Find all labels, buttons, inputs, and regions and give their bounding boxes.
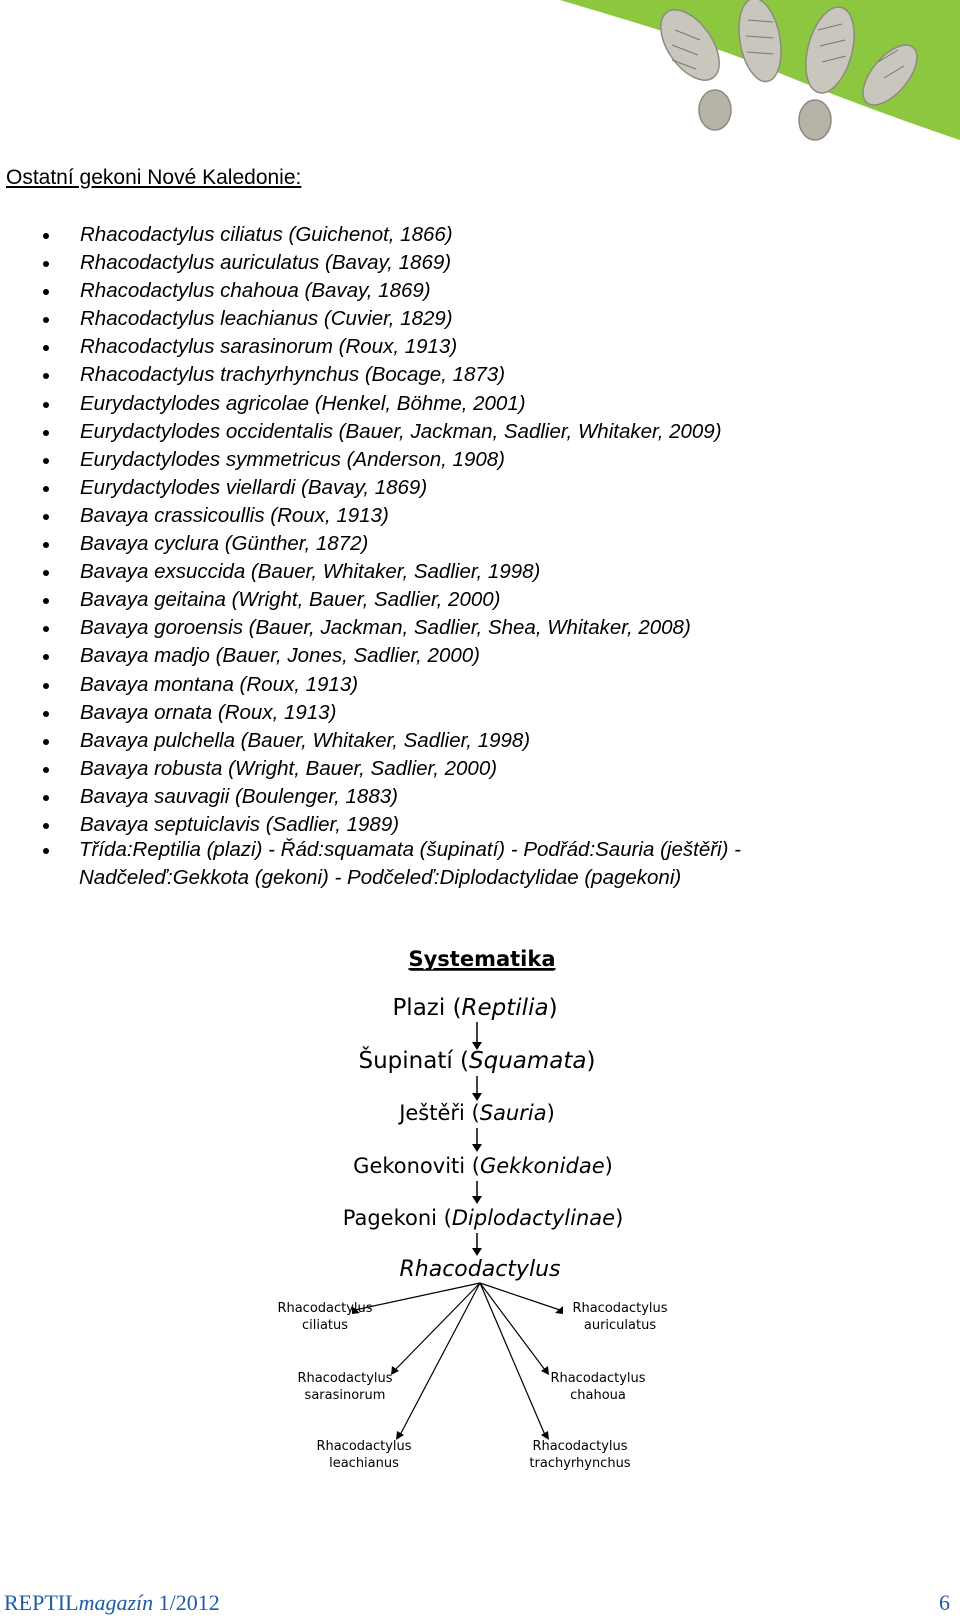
- bullet-icon: [43, 345, 49, 351]
- list-item: [40, 249, 940, 277]
- bullet-icon: [43, 402, 49, 408]
- leaf-leachianus-line1: Rhacodactylus: [316, 1439, 412, 1454]
- leaf-labels: [277, 1301, 667, 1471]
- species-name: Bavaya septuiclavis (Sadlier, 1989): [80, 812, 400, 836]
- species-name: Bavaya montana (Roux, 1913): [80, 672, 359, 696]
- species-name: Eurydactylodes agricolae (Henkel, Böhme, 2001): [80, 391, 526, 415]
- bullet-icon: [43, 626, 49, 632]
- level-czech-name: Plazi (: [392, 995, 462, 1021]
- list-item: [40, 699, 940, 727]
- level-gekonoviti: [353, 1154, 613, 1178]
- list-item: [40, 305, 940, 333]
- species-name: Bavaya ornata (Roux, 1913): [80, 700, 337, 724]
- list-item: [40, 614, 940, 642]
- taxonomy-classification: [79, 836, 959, 892]
- level-close-paren: ): [586, 1048, 596, 1074]
- bullet-icon: [43, 430, 49, 436]
- species-name: Bavaya madjo (Bauer, Jones, Sadlier, 2000): [80, 644, 480, 668]
- bullet-icon: [43, 683, 49, 689]
- level-czech-name: Šupinatí (: [358, 1048, 470, 1074]
- arrow-head: [472, 1144, 482, 1152]
- list-item: [40, 361, 940, 389]
- leaf-trachyrhynchus-line1: Rhacodactylus: [532, 1439, 628, 1454]
- species-name: Eurydactylodes viellardi (Bavay, 1869): [80, 475, 428, 499]
- species-name: Bavaya crassicoullis (Roux, 1913): [80, 503, 389, 527]
- level-jesteri: [397, 1101, 555, 1125]
- level-czech-name: Pagekoni (: [342, 1206, 452, 1230]
- bullet-icon: [43, 542, 49, 548]
- leaf-ciliatus-line1: Rhacodactylus: [277, 1301, 373, 1316]
- bullet-icon: [43, 570, 49, 576]
- bullet-icon: [43, 317, 49, 323]
- taxonomy-line: Třída:Reptilia (plazi) - Řád:squamata (šupinatí) - Podřád:Sauria (ještěři) -: [79, 838, 741, 861]
- bullet-icon: [43, 233, 49, 239]
- species-name: Bavaya exsuccida (Bauer, Whitaker, Sadlier, 1998): [80, 560, 541, 584]
- list-item: [40, 586, 940, 614]
- list-item: [40, 390, 940, 418]
- species-name: Bavaya geitaina (Wright, Bauer, Sadlier, 2000): [80, 588, 501, 612]
- list-item: [40, 642, 940, 670]
- leaf-ciliatus-line2: ciliatus: [301, 1318, 349, 1333]
- bullet-icon: [43, 711, 49, 717]
- level-pagekoni: [343, 1206, 624, 1230]
- leaf-leachianus-line2: leachianus: [329, 1456, 399, 1471]
- leaf-trachyrhynchus-line2: trachyrhynchus: [529, 1456, 631, 1471]
- magazine-name: REPTIL: [4, 1590, 79, 1615]
- bullet-icon: [43, 486, 49, 492]
- species-name: Bavaya sauvagii (Boulenger, 1883): [80, 784, 398, 808]
- bullet-icon: [43, 514, 49, 520]
- list-item: [40, 277, 940, 305]
- level-latin-name: Squamata: [469, 1048, 587, 1074]
- footer-magazine-issue: [4, 1590, 220, 1616]
- page-number: 6: [939, 1590, 950, 1615]
- list-item: [40, 474, 940, 502]
- bullet-icon: [43, 373, 49, 379]
- species-name: Bavaya goroensis (Bauer, Jackman, Sadlier, Shea, Whitaker, 2008): [80, 616, 691, 640]
- bullet-icon: [43, 289, 49, 295]
- diagram-title: Systematika: [408, 947, 556, 971]
- species-name: Eurydactylodes occidentalis (Bauer, Jackman, Sadlier, Whitaker, 2009): [80, 419, 722, 443]
- level-supinati: [359, 1046, 596, 1074]
- leaf-auriculatus-line1: Rhacodactylus: [572, 1301, 668, 1316]
- level-latin-name: Sauria: [479, 1101, 547, 1125]
- level-close-paren: ): [615, 1206, 624, 1230]
- species-name: Rhacodactylus ciliatus (Guichenot, 1866): [80, 223, 453, 246]
- level-latin-name: Diplodactylinae: [451, 1206, 616, 1230]
- genus-rhacodactylus: Rhacodactylus: [399, 1257, 561, 1282]
- leaf-chahoua-line2: chahoua: [570, 1388, 626, 1403]
- bullet-icon: [43, 767, 49, 773]
- bullet-icon: [43, 795, 49, 801]
- list-item: [40, 558, 940, 586]
- species-name: Eurydactylodes symmetricus (Anderson, 1908): [80, 447, 505, 471]
- bullet-icon: [43, 458, 49, 464]
- leaf-chahoua-line1: Rhacodactylus: [550, 1371, 646, 1386]
- list-item: [40, 446, 940, 474]
- arrow-head: [472, 1093, 482, 1101]
- species-name: Rhacodactylus chahoua (Bavay, 1869): [80, 279, 431, 303]
- species-name: Rhacodactylus leachianus (Cuvier, 1829): [80, 307, 453, 331]
- leaf-sarasinorum-line2: sarasinorum: [304, 1388, 386, 1403]
- species-name: Rhacodactylus auriculatus (Bavay, 1869): [80, 251, 452, 275]
- arrow-head: [472, 1248, 482, 1256]
- level-czech-name: Gekonoviti (: [353, 1154, 480, 1178]
- list-item: [40, 727, 940, 755]
- species-name: Bavaya pulchella (Bauer, Whitaker, Sadlier, 1998): [80, 728, 531, 752]
- bullet-icon: [43, 598, 49, 604]
- level-close-paren: ): [548, 995, 558, 1021]
- level-latin-name: Gekkonidae: [479, 1154, 605, 1178]
- bullet-icon: [43, 823, 49, 829]
- bullet-icon: [43, 261, 49, 267]
- level-plazi: [392, 995, 557, 1021]
- bullet-icon: [43, 654, 49, 660]
- list-item: [40, 811, 940, 839]
- issue-number: 1/2012: [158, 1590, 220, 1615]
- arrow-head: [472, 1196, 482, 1204]
- bullet-icon: [43, 848, 49, 854]
- magazine-name-italic: magazín: [78, 1590, 154, 1615]
- section-title: Ostatní gekoni Nové Kaledonie:: [6, 166, 302, 189]
- bullet-icon: [43, 739, 49, 745]
- list-item: [40, 530, 940, 558]
- list-item: [40, 418, 940, 446]
- header-gecko-feet-illustration: [0, 0, 960, 160]
- list-item: [40, 333, 940, 361]
- species-name: Rhacodactylus trachyrhynchus (Bocage, 1873): [80, 363, 506, 387]
- list-item: [40, 671, 940, 699]
- list-item: [40, 221, 940, 249]
- species-list: [40, 221, 940, 839]
- systematika-diagram: [0, 930, 960, 1530]
- species-name: Bavaya cyclura (Günther, 1872): [80, 532, 369, 556]
- list-item: [40, 502, 940, 530]
- branch-arrows: [355, 1283, 560, 1435]
- leaf-auriculatus-line2: auriculatus: [583, 1318, 657, 1333]
- list-item: [40, 755, 940, 783]
- level-latin-name: Reptilia: [461, 995, 549, 1021]
- leaf-sarasinorum-line1: Rhacodactylus: [297, 1371, 393, 1386]
- level-czech-name: Ještěři (: [399, 1101, 480, 1125]
- species-name: Rhacodactylus sarasinorum (Roux, 1913): [80, 335, 458, 359]
- list-item: [40, 783, 940, 811]
- species-name: Bavaya robusta (Wright, Bauer, Sadlier, 2000): [80, 756, 498, 780]
- taxonomy-line: Nadčeleď:Gekkota (gekoni) - Podčeleď:Diplodactylidae (pagekoni): [79, 866, 682, 890]
- level-close-paren: ): [546, 1101, 555, 1125]
- level-close-paren: ): [604, 1154, 613, 1178]
